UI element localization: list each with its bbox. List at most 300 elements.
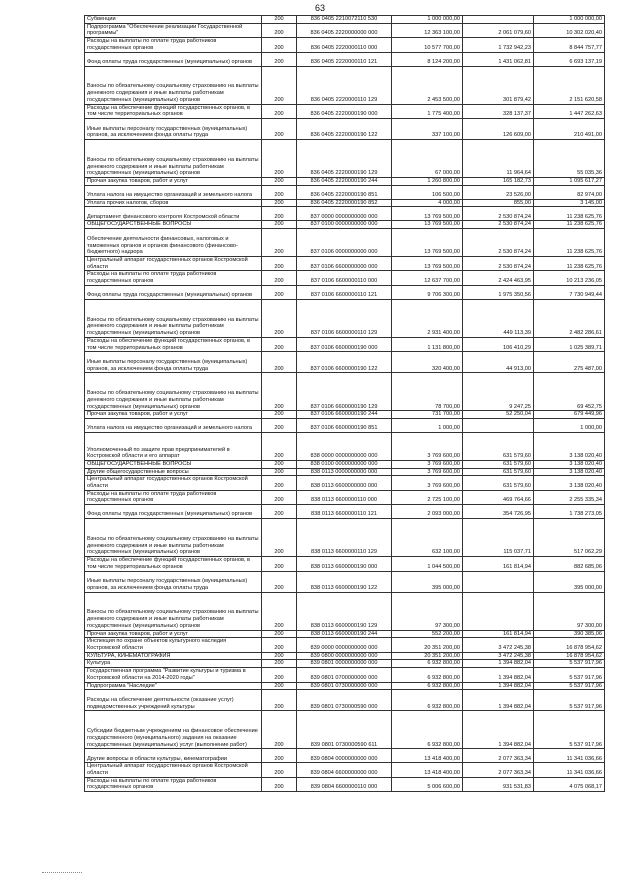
table-row bbox=[85, 592, 605, 630]
table-row bbox=[85, 52, 605, 66]
cell-budget-classification-code: 836 0405 2220000190 129 bbox=[297, 139, 392, 177]
table-row bbox=[85, 557, 605, 571]
cell-name: Взносы по обязательному социальному страхованию на выплаты денежного содержания и иные выплаты работникам государственных (муниципальных) органов bbox=[85, 66, 262, 104]
cell-executed: 2 077 363,34 bbox=[463, 749, 534, 763]
cell-line-code: 200 bbox=[262, 557, 297, 571]
cell-unexecuted: 8 844 757,77 bbox=[534, 38, 605, 52]
cell-budget-classification-code: 838 0113 6600000190 129 bbox=[297, 592, 392, 630]
table-row bbox=[85, 199, 605, 207]
cell-line-code: 200 bbox=[262, 660, 297, 668]
cell-unexecuted: 390 385,06 bbox=[534, 630, 605, 638]
cell-unexecuted: 16 878 954,62 bbox=[534, 638, 605, 652]
cell-budget-classification-code: 838 0113 6600000110 121 bbox=[297, 505, 392, 519]
cell-executed bbox=[463, 592, 534, 630]
cell-budget-classification-code: 837 0106 6600000190 000 bbox=[297, 337, 392, 351]
cell-line-code: 200 bbox=[262, 777, 297, 791]
cell-budget-classification-code: 839 0000 0000000000 000 bbox=[297, 638, 392, 652]
cell-unexecuted: 10 213 236,05 bbox=[534, 271, 605, 285]
cell-unexecuted: 5 537 917,96 bbox=[534, 660, 605, 668]
cell-line-code: 200 bbox=[262, 630, 297, 638]
cell-name: Фонд оплаты труда государственных (муниципальных) органов bbox=[85, 52, 262, 66]
cell-name: Уплата прочих налогов, сборов bbox=[85, 199, 262, 207]
cell-unexecuted: 210 491,00 bbox=[534, 118, 605, 139]
cell-line-code: 200 bbox=[262, 199, 297, 207]
cell-unexecuted: 1 447 262,63 bbox=[534, 104, 605, 118]
table-row bbox=[85, 505, 605, 519]
cell-approved-plan: 13 769 500,00 bbox=[392, 257, 463, 271]
cell-line-code: 200 bbox=[262, 505, 297, 519]
cell-approved-plan: 78 700,00 bbox=[392, 373, 463, 411]
cell-approved-plan: 97 300,00 bbox=[392, 592, 463, 630]
table-row bbox=[85, 763, 605, 777]
table-row bbox=[85, 257, 605, 271]
cell-approved-plan: 3 769 600,00 bbox=[392, 468, 463, 476]
cell-unexecuted: 82 974,00 bbox=[534, 185, 605, 199]
cell-unexecuted: 55 035,36 bbox=[534, 139, 605, 177]
cell-budget-classification-code: 839 0804 0000000000 000 bbox=[297, 749, 392, 763]
cell-executed: 9 247,25 bbox=[463, 373, 534, 411]
cell-executed: 2 530 874,24 bbox=[463, 257, 534, 271]
cell-executed: 631 579,60 bbox=[463, 460, 534, 468]
table-row bbox=[85, 476, 605, 490]
cell-executed: 3 472 245,38 bbox=[463, 652, 534, 660]
cell-name: Иные выплаты персоналу государственных (муниципальных) органов, за исключением фонда оплаты труда bbox=[85, 352, 262, 373]
cell-approved-plan: 632 100,00 bbox=[392, 519, 463, 557]
cell-executed: 354 726,95 bbox=[463, 505, 534, 519]
cell-approved-plan: 320 400,00 bbox=[392, 352, 463, 373]
cell-executed: 44 913,00 bbox=[463, 352, 534, 373]
cell-approved-plan: 731 700,00 bbox=[392, 411, 463, 419]
cell-line-code: 200 bbox=[262, 299, 297, 337]
cell-name: Прочая закупка товаров, работ и услуг bbox=[85, 411, 262, 419]
cell-approved-plan: 2 931 400,00 bbox=[392, 299, 463, 337]
cell-executed: 52 250,04 bbox=[463, 411, 534, 419]
cell-line-code: 200 bbox=[262, 468, 297, 476]
table-row bbox=[85, 682, 605, 690]
cell-name: Расходы на выплаты по оплате труда работников государственных органов bbox=[85, 38, 262, 52]
cell-line-code: 200 bbox=[262, 411, 297, 419]
cell-approved-plan: 6 932 800,00 bbox=[392, 660, 463, 668]
cell-unexecuted: 1 738 273,05 bbox=[534, 505, 605, 519]
cell-approved-plan: 5 006 600,00 bbox=[392, 777, 463, 791]
cell-executed: 1 394 882,04 bbox=[463, 690, 534, 711]
cell-budget-classification-code: 839 0801 0700000000 000 bbox=[297, 668, 392, 682]
cell-line-code: 200 bbox=[262, 38, 297, 52]
cell-line-code: 200 bbox=[262, 763, 297, 777]
cell-approved-plan: 9 706 300,00 bbox=[392, 285, 463, 299]
cell-executed: 931 531,83 bbox=[463, 777, 534, 791]
cell-approved-plan: 2 725 100,00 bbox=[392, 490, 463, 504]
cell-name: Субвенции bbox=[85, 16, 262, 24]
cell-unexecuted: 6 693 137,19 bbox=[534, 52, 605, 66]
cell-unexecuted: 2 255 335,34 bbox=[534, 490, 605, 504]
cell-line-code: 200 bbox=[262, 185, 297, 199]
cell-executed: 631 579,60 bbox=[463, 468, 534, 476]
cell-name: Подпрограмма "Обеспечение реализации Государственной программы" bbox=[85, 23, 262, 37]
cell-unexecuted: 275 487,00 bbox=[534, 352, 605, 373]
cell-line-code: 200 bbox=[262, 337, 297, 351]
cell-name: ОБЩЕГОСУДАРСТВЕННЫЕ ВОПРОСЫ bbox=[85, 460, 262, 468]
table-row bbox=[85, 630, 605, 638]
page-number: 63 bbox=[314, 3, 325, 13]
cell-unexecuted: 882 685,06 bbox=[534, 557, 605, 571]
cell-budget-classification-code: 838 0113 6600000190 122 bbox=[297, 571, 392, 592]
cell-unexecuted: 16 878 954,62 bbox=[534, 652, 605, 660]
cell-executed: 126 609,00 bbox=[463, 118, 534, 139]
cell-name: Подпрограмма "Наследие" bbox=[85, 682, 262, 690]
cell-name: Государственная программа "Развитие культуры и туризма в Костромской области на 2014-2020 годы" bbox=[85, 668, 262, 682]
cell-approved-plan: 12 637 700,00 bbox=[392, 271, 463, 285]
cell-name: Уполномоченный по защите прав предпринимателей в Костромской области и его аппарат bbox=[85, 432, 262, 460]
table-body bbox=[85, 16, 605, 792]
cell-budget-classification-code: 838 0113 0000000000 000 bbox=[297, 468, 392, 476]
cell-approved-plan: 13 418 400,00 bbox=[392, 749, 463, 763]
table-row bbox=[85, 432, 605, 460]
cell-line-code: 200 bbox=[262, 711, 297, 749]
cell-name: Другие вопросы в области культуры, кинематографии bbox=[85, 749, 262, 763]
table-row bbox=[85, 337, 605, 351]
cell-budget-classification-code: 836 0405 2220000190 244 bbox=[297, 177, 392, 185]
cell-executed: 301 879,42 bbox=[463, 66, 534, 104]
cell-line-code: 200 bbox=[262, 177, 297, 185]
cell-approved-plan: 3 769 600,00 bbox=[392, 432, 463, 460]
cell-line-code: 200 bbox=[262, 104, 297, 118]
cell-executed: 449 113,39 bbox=[463, 299, 534, 337]
cell-line-code: 200 bbox=[262, 592, 297, 630]
cell-name: Расходы на обеспечение функций государственных органов, в том числе территориальных органов bbox=[85, 337, 262, 351]
cell-approved-plan: 395 000,00 bbox=[392, 571, 463, 592]
table-row bbox=[85, 229, 605, 257]
table-row bbox=[85, 519, 605, 557]
cell-unexecuted: 11 238 625,76 bbox=[534, 221, 605, 229]
cell-executed: 1 732 942,23 bbox=[463, 38, 534, 52]
cell-unexecuted: 3 138 020,40 bbox=[534, 476, 605, 490]
table-row bbox=[85, 668, 605, 682]
cell-line-code: 200 bbox=[262, 257, 297, 271]
table-row bbox=[85, 299, 605, 337]
cell-line-code: 200 bbox=[262, 207, 297, 221]
cell-approved-plan: 20 351 200,00 bbox=[392, 652, 463, 660]
cell-executed: 2 424 463,95 bbox=[463, 271, 534, 285]
cell-name: Департамент финансового контроля Костромской области bbox=[85, 207, 262, 221]
cell-line-code: 200 bbox=[262, 221, 297, 229]
table-row bbox=[85, 185, 605, 199]
cell-name: Расходы на выплаты по оплате труда работников государственных органов bbox=[85, 271, 262, 285]
cell-approved-plan: 8 124 200,00 bbox=[392, 52, 463, 66]
cell-executed: 1 394 882,04 bbox=[463, 682, 534, 690]
cell-line-code: 200 bbox=[262, 476, 297, 490]
cell-approved-plan: 1 260 800,00 bbox=[392, 177, 463, 185]
cell-line-code: 200 bbox=[262, 668, 297, 682]
cell-budget-classification-code: 837 0106 6600000110 000 bbox=[297, 271, 392, 285]
table-row bbox=[85, 271, 605, 285]
cell-name: Взносы по обязательному социальному страхованию на выплаты денежного содержания и иные выплаты работникам государственных (муниципальных) органов bbox=[85, 519, 262, 557]
cell-budget-classification-code: 837 0106 6600000190 122 bbox=[297, 352, 392, 373]
cell-executed: 631 579,60 bbox=[463, 432, 534, 460]
cell-executed: 1 975 350,56 bbox=[463, 285, 534, 299]
cell-name: ОБЩЕГОСУДАРСТВЕННЫЕ ВОПРОСЫ bbox=[85, 221, 262, 229]
cell-line-code: 200 bbox=[262, 16, 297, 24]
cell-approved-plan: 10 577 700,00 bbox=[392, 38, 463, 52]
cell-budget-classification-code: 837 0106 6600000190 129 bbox=[297, 373, 392, 411]
cell-approved-plan: 13 769 500,00 bbox=[392, 207, 463, 221]
cell-unexecuted: 4 075 068,17 bbox=[534, 777, 605, 791]
cell-unexecuted: 2 482 286,61 bbox=[534, 299, 605, 337]
cell-budget-classification-code: 837 0106 6600000190 851 bbox=[297, 418, 392, 432]
cell-unexecuted: 7 730 949,44 bbox=[534, 285, 605, 299]
cell-budget-classification-code: 839 0801 0730000590 611 bbox=[297, 711, 392, 749]
cell-unexecuted: 1 000 000,00 bbox=[534, 16, 605, 24]
cell-executed: 855,00 bbox=[463, 199, 534, 207]
cell-budget-classification-code: 839 0800 0000000000 000 bbox=[297, 652, 392, 660]
cell-budget-classification-code: 839 0801 0730000590 000 bbox=[297, 690, 392, 711]
cell-line-code: 200 bbox=[262, 460, 297, 468]
cell-budget-classification-code: 837 0000 0000000000 000 bbox=[297, 207, 392, 221]
cell-name: Иные выплаты персоналу государственных (муниципальных) органов, за исключением фонда оплаты труда bbox=[85, 571, 262, 592]
cell-line-code: 200 bbox=[262, 66, 297, 104]
cell-line-code: 200 bbox=[262, 418, 297, 432]
cell-line-code: 200 bbox=[262, 352, 297, 373]
cell-executed bbox=[463, 16, 534, 24]
cell-approved-plan: 1 775 400,00 bbox=[392, 104, 463, 118]
table-row bbox=[85, 118, 605, 139]
cell-approved-plan: 20 351 200,00 bbox=[392, 638, 463, 652]
cell-unexecuted: 11 238 625,76 bbox=[534, 229, 605, 257]
cell-budget-classification-code: 839 0801 0000000000 000 bbox=[297, 660, 392, 668]
table-row bbox=[85, 460, 605, 468]
cell-name: Взносы по обязательному социальному страхованию на выплаты денежного содержания и иные выплаты работникам государственных (муниципальных) органов bbox=[85, 373, 262, 411]
cell-line-code: 200 bbox=[262, 139, 297, 177]
cell-line-code: 200 bbox=[262, 373, 297, 411]
cell-budget-classification-code: 837 0106 0000000000 000 bbox=[297, 229, 392, 257]
cell-unexecuted: 1 025 389,71 bbox=[534, 337, 605, 351]
budget-execution-table bbox=[84, 15, 605, 792]
cell-executed: 161 814,94 bbox=[463, 557, 534, 571]
table-row bbox=[85, 66, 605, 104]
cell-approved-plan: 2 093 000,00 bbox=[392, 505, 463, 519]
cell-name: Центральный аппарат государственных органов Костромской области bbox=[85, 763, 262, 777]
table-row bbox=[85, 490, 605, 504]
cell-approved-plan: 13 769 500,00 bbox=[392, 221, 463, 229]
cell-name: Прочая закупка товаров, работ и услуг bbox=[85, 630, 262, 638]
cell-name: Расходы на обеспечение функций государственных органов, в том числе территориальных органов bbox=[85, 104, 262, 118]
cell-executed: 2 530 874,24 bbox=[463, 221, 534, 229]
cell-executed: 469 764,66 bbox=[463, 490, 534, 504]
cell-budget-classification-code: 837 0106 6600000000 000 bbox=[297, 257, 392, 271]
cell-executed bbox=[463, 571, 534, 592]
cell-line-code: 200 bbox=[262, 271, 297, 285]
cell-line-code: 200 bbox=[262, 432, 297, 460]
cell-executed: 2 077 363,34 bbox=[463, 763, 534, 777]
footer-rule bbox=[42, 872, 82, 873]
table-row bbox=[85, 373, 605, 411]
cell-line-code: 200 bbox=[262, 682, 297, 690]
table-row bbox=[85, 38, 605, 52]
table-row bbox=[85, 207, 605, 221]
cell-unexecuted: 5 537 917,96 bbox=[534, 668, 605, 682]
cell-approved-plan: 2 453 500,00 bbox=[392, 66, 463, 104]
cell-unexecuted: 3 145,00 bbox=[534, 199, 605, 207]
cell-executed: 1 394 882,04 bbox=[463, 660, 534, 668]
cell-executed: 2 061 079,60 bbox=[463, 23, 534, 37]
table-row bbox=[85, 104, 605, 118]
cell-name: Расходы на выплаты по оплате труда работников государственных органов bbox=[85, 777, 262, 791]
cell-line-code: 200 bbox=[262, 749, 297, 763]
cell-approved-plan: 6 932 800,00 bbox=[392, 668, 463, 682]
cell-approved-plan: 1 131 800,00 bbox=[392, 337, 463, 351]
cell-budget-classification-code: 838 0113 6600000110 000 bbox=[297, 490, 392, 504]
cell-executed: 11 964,64 bbox=[463, 139, 534, 177]
cell-budget-classification-code: 836 0405 2220000190 851 bbox=[297, 185, 392, 199]
cell-approved-plan: 12 363 100,00 bbox=[392, 23, 463, 37]
table-row bbox=[85, 711, 605, 749]
cell-unexecuted: 69 452,75 bbox=[534, 373, 605, 411]
cell-line-code: 200 bbox=[262, 638, 297, 652]
cell-budget-classification-code: 836 0405 2220000000 000 bbox=[297, 23, 392, 37]
cell-budget-classification-code: 836 0405 2220000190 122 bbox=[297, 118, 392, 139]
cell-line-code: 200 bbox=[262, 118, 297, 139]
cell-unexecuted: 395 000,00 bbox=[534, 571, 605, 592]
cell-executed: 1 394 882,04 bbox=[463, 668, 534, 682]
cell-name: Иные выплаты персоналу государственных (муниципальных) органов, за исключением фонда оплаты труда bbox=[85, 118, 262, 139]
cell-line-code: 200 bbox=[262, 229, 297, 257]
table-row bbox=[85, 638, 605, 652]
cell-name: Субсидии бюджетным учреждениям на финансовое обеспечение государственного (муниципального) задания на оказание государственных (муниципальных) услуг (выполнение работ) bbox=[85, 711, 262, 749]
table-row bbox=[85, 411, 605, 419]
cell-unexecuted: 3 138 020,40 bbox=[534, 460, 605, 468]
cell-budget-classification-code: 839 0804 6600000110 000 bbox=[297, 777, 392, 791]
cell-executed: 1 394 882,04 bbox=[463, 711, 534, 749]
cell-approved-plan: 4 000,00 bbox=[392, 199, 463, 207]
cell-approved-plan: 6 932 800,00 bbox=[392, 690, 463, 711]
cell-unexecuted: 5 537 917,96 bbox=[534, 690, 605, 711]
cell-unexecuted: 11 238 625,76 bbox=[534, 207, 605, 221]
cell-executed: 106 410,29 bbox=[463, 337, 534, 351]
cell-unexecuted: 11 341 036,66 bbox=[534, 763, 605, 777]
cell-executed: 23 526,00 bbox=[463, 185, 534, 199]
table-row bbox=[85, 16, 605, 24]
cell-name: Прочая закупка товаров, работ и услуг bbox=[85, 177, 262, 185]
cell-name: Взносы по обязательному социальному страхованию на выплаты денежного содержания и иные выплаты работникам государственных (муниципальных) органов bbox=[85, 139, 262, 177]
cell-line-code: 200 bbox=[262, 652, 297, 660]
cell-unexecuted: 10 302 020,40 bbox=[534, 23, 605, 37]
cell-executed: 165 182,73 bbox=[463, 177, 534, 185]
cell-executed: 1 431 062,81 bbox=[463, 52, 534, 66]
cell-budget-classification-code: 839 0801 0730000000 000 bbox=[297, 682, 392, 690]
cell-line-code: 200 bbox=[262, 23, 297, 37]
cell-budget-classification-code: 836 0405 2220000190 852 bbox=[297, 199, 392, 207]
cell-name: Культура bbox=[85, 660, 262, 668]
cell-budget-classification-code: 836 0405 2220000110 000 bbox=[297, 38, 392, 52]
cell-budget-classification-code: 838 0113 6600000190 244 bbox=[297, 630, 392, 638]
cell-name: Другие общегосударственные вопросы bbox=[85, 468, 262, 476]
cell-executed bbox=[463, 418, 534, 432]
cell-name: Обеспечение деятельности финансовых, налоговых и таможенных органов и органов финансового (финансово-бюджетного) надзора bbox=[85, 229, 262, 257]
cell-unexecuted: 11 238 625,76 bbox=[534, 257, 605, 271]
cell-name: Расходы на выплаты по оплате труда работников государственных органов bbox=[85, 490, 262, 504]
cell-unexecuted: 97 300,00 bbox=[534, 592, 605, 630]
cell-name: Центральный аппарат государственных органов Костромской области bbox=[85, 257, 262, 271]
cell-unexecuted: 5 537 917,96 bbox=[534, 682, 605, 690]
cell-unexecuted: 1 095 617,27 bbox=[534, 177, 605, 185]
cell-approved-plan: 3 769 600,00 bbox=[392, 460, 463, 468]
table-row bbox=[85, 571, 605, 592]
cell-executed: 2 530 874,24 bbox=[463, 229, 534, 257]
table-row bbox=[85, 352, 605, 373]
cell-unexecuted: 2 151 620,58 bbox=[534, 66, 605, 104]
cell-unexecuted: 1 000,00 bbox=[534, 418, 605, 432]
cell-budget-classification-code: 836 0405 2210072110 530 bbox=[297, 16, 392, 24]
cell-name: Инспекция по охране объектов культурного наследия Костромской области bbox=[85, 638, 262, 652]
cell-budget-classification-code: 837 0106 6600000190 244 bbox=[297, 411, 392, 419]
cell-name: Уплата налога на имущество организаций и земельного налога bbox=[85, 418, 262, 432]
cell-name: Фонд оплаты труда государственных (муниципальных) органов bbox=[85, 285, 262, 299]
cell-approved-plan: 6 932 800,00 bbox=[392, 682, 463, 690]
cell-executed: 328 137,37 bbox=[463, 104, 534, 118]
cell-name: Взносы по обязательному социальному страхованию на выплаты денежного содержания и иные выплаты работникам государственных (муниципальных) органов bbox=[85, 592, 262, 630]
table-row bbox=[85, 690, 605, 711]
cell-unexecuted: 11 341 036,66 bbox=[534, 749, 605, 763]
cell-line-code: 200 bbox=[262, 490, 297, 504]
cell-name: Расходы на обеспечение деятельности (оказание услуг) подведомственных учреждений культуры bbox=[85, 690, 262, 711]
cell-approved-plan: 106 500,00 bbox=[392, 185, 463, 199]
table-row bbox=[85, 660, 605, 668]
cell-name: Расходы на обеспечение функций государственных органов, в том числе территориальных органов bbox=[85, 557, 262, 571]
cell-budget-classification-code: 837 0106 6600000110 121 bbox=[297, 285, 392, 299]
cell-budget-classification-code: 838 0100 0000000000 000 bbox=[297, 460, 392, 468]
cell-executed: 3 472 245,38 bbox=[463, 638, 534, 652]
cell-name: КУЛЬТУРА, КИНЕМАТОГРАФИЯ bbox=[85, 652, 262, 660]
cell-approved-plan: 3 769 600,00 bbox=[392, 476, 463, 490]
cell-budget-classification-code: 836 0405 2220000110 129 bbox=[297, 66, 392, 104]
cell-name: Уплата налога на имущество организаций и земельного налога bbox=[85, 185, 262, 199]
cell-executed: 631 579,60 bbox=[463, 476, 534, 490]
table-row bbox=[85, 177, 605, 185]
cell-budget-classification-code: 838 0113 6600000190 000 bbox=[297, 557, 392, 571]
cell-budget-classification-code: 839 0804 6600000000 000 bbox=[297, 763, 392, 777]
table-row bbox=[85, 749, 605, 763]
cell-line-code: 200 bbox=[262, 571, 297, 592]
cell-budget-classification-code: 836 0405 2220000110 121 bbox=[297, 52, 392, 66]
table-row bbox=[85, 652, 605, 660]
cell-line-code: 200 bbox=[262, 519, 297, 557]
cell-unexecuted: 5 537 917,96 bbox=[534, 711, 605, 749]
cell-line-code: 200 bbox=[262, 52, 297, 66]
cell-approved-plan: 1 000,00 bbox=[392, 418, 463, 432]
cell-approved-plan: 552 200,00 bbox=[392, 630, 463, 638]
table-row bbox=[85, 221, 605, 229]
cell-approved-plan: 6 932 800,00 bbox=[392, 711, 463, 749]
cell-budget-classification-code: 838 0113 6600000000 000 bbox=[297, 476, 392, 490]
cell-name: Центральный аппарат государственных органов Костромской области bbox=[85, 476, 262, 490]
cell-approved-plan: 13 418 400,00 bbox=[392, 763, 463, 777]
cell-line-code: 200 bbox=[262, 285, 297, 299]
cell-approved-plan: 13 769 500,00 bbox=[392, 229, 463, 257]
cell-unexecuted: 3 138 020,40 bbox=[534, 468, 605, 476]
cell-executed: 2 530 874,24 bbox=[463, 207, 534, 221]
cell-line-code: 200 bbox=[262, 690, 297, 711]
cell-approved-plan: 67 000,00 bbox=[392, 139, 463, 177]
table-row bbox=[85, 23, 605, 37]
cell-name: Взносы по обязательному социальному страхованию на выплаты денежного содержания и иные выплаты работникам государственных (муниципальных) органов bbox=[85, 299, 262, 337]
cell-executed: 115 037,71 bbox=[463, 519, 534, 557]
cell-approved-plan: 337 100,00 bbox=[392, 118, 463, 139]
table-row bbox=[85, 418, 605, 432]
table-row bbox=[85, 285, 605, 299]
cell-executed: 161 814,94 bbox=[463, 630, 534, 638]
cell-unexecuted: 679 449,96 bbox=[534, 411, 605, 419]
cell-budget-classification-code: 836 0405 2220000190 000 bbox=[297, 104, 392, 118]
